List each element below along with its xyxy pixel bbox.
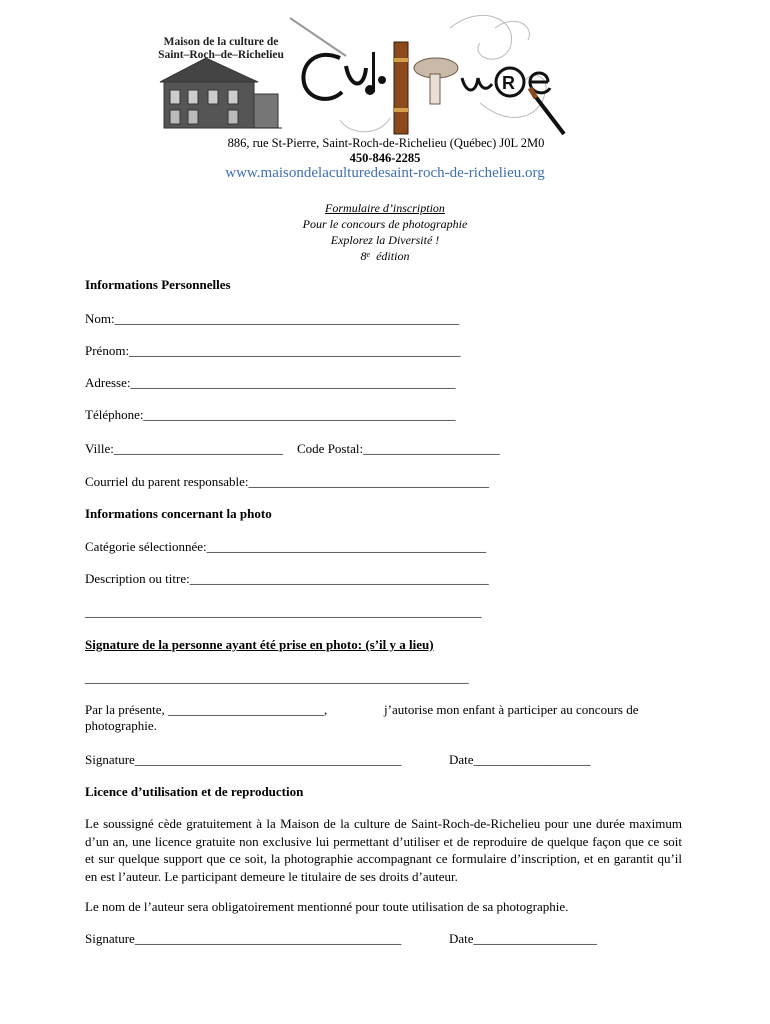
description-extra-line[interactable]: _____________________________________________________________ xyxy=(85,604,482,619)
org-name xyxy=(156,36,286,62)
signature-field[interactable]: Signature_________________________________________ xyxy=(85,752,402,767)
org-name-line1: Maison de la culture de xyxy=(163,36,279,48)
prenom-field[interactable]: Prénom:___________________________________________________ xyxy=(85,343,461,358)
form-title: Formulaire d’inscription xyxy=(325,201,445,215)
telephone-field[interactable]: Téléphone:________________________________________________ xyxy=(85,407,456,422)
edition-number: 8 xyxy=(360,249,367,263)
signature-heading: Signature de la personne ayant été prise en photo: (s’il y a lieu) xyxy=(85,637,434,652)
org-name-line2: Saint–Roch–de–Richelieu xyxy=(158,49,284,61)
adresse-field[interactable]: Adresse:__________________________________________________ xyxy=(85,375,456,390)
consent-right: j’autorise mon enfant à participer au concours de xyxy=(384,702,639,717)
author-credit-paragraph: Le nom de l’auteur sera obligatoirement mentionné pour toute utilisation de sa photographie. xyxy=(85,899,569,914)
edition-word: édition xyxy=(376,249,410,263)
licence-heading: Licence d’utilisation et de reproduction xyxy=(85,784,304,799)
edition xyxy=(0,248,770,264)
website-link[interactable]: www.maisondelaculturedesaint-roch-de-richelieu.org xyxy=(225,165,545,181)
courriel-field[interactable]: Courriel du parent responsable:_____________________________________ xyxy=(85,474,490,489)
form-subtitle: Pour le concours de photographie xyxy=(302,217,468,231)
date-field[interactable]: Date__________________ xyxy=(449,752,591,767)
consent-end: photographie. xyxy=(85,718,157,733)
svg-text:R: R xyxy=(502,73,515,93)
description-field[interactable]: Description ou titre:______________________________________________ xyxy=(85,571,489,586)
contest-name: Explorez la Diversité ! xyxy=(330,233,440,247)
categorie-field[interactable]: Catégorie sélectionnée:___________________________________________ xyxy=(85,539,487,554)
consent-left[interactable]: Par la présente, ________________________, xyxy=(85,702,328,717)
signature-blank-line[interactable]: ___________________________________________________________ xyxy=(85,670,469,685)
licence-signature-field[interactable]: Signature_________________________________________ xyxy=(85,931,402,946)
phone-number: 450-846-2285 xyxy=(349,151,421,165)
culture-logo-graphic xyxy=(150,8,570,136)
code-postal-field[interactable]: Code Postal:_____________________ xyxy=(297,441,500,456)
header-logo xyxy=(150,8,570,136)
photo-info-heading: Informations concernant la photo xyxy=(85,506,272,521)
nom-field[interactable]: Nom:_____________________________________________________ xyxy=(85,311,460,326)
edition-sup: e xyxy=(366,250,371,259)
licence-date-field[interactable]: Date___________________ xyxy=(449,931,598,946)
ville-field[interactable]: Ville:__________________________ xyxy=(85,441,283,456)
address: 886, rue St-Pierre, Saint-Roch-de-Richelieu (Québec) J0L 2M0 xyxy=(227,136,545,150)
licence-paragraph: Le soussigné cède gratuitement à la Maison de la culture de Saint-Roch-de-Richelieu pour une durée maximum d’un an, une licence gratuite non exclusive lui permettant d’utiliser et de reproduire de quelque façon que ce soit et sur quelque support que ce soit, la photographie accompagnant ce formulaire d’inscription, et en garantit qu’il en est l’auteur. Le participant demeure le titulaire de ses droits d’auteur. xyxy=(85,816,682,884)
personal-info-heading: Informations Personnelles xyxy=(85,277,231,292)
